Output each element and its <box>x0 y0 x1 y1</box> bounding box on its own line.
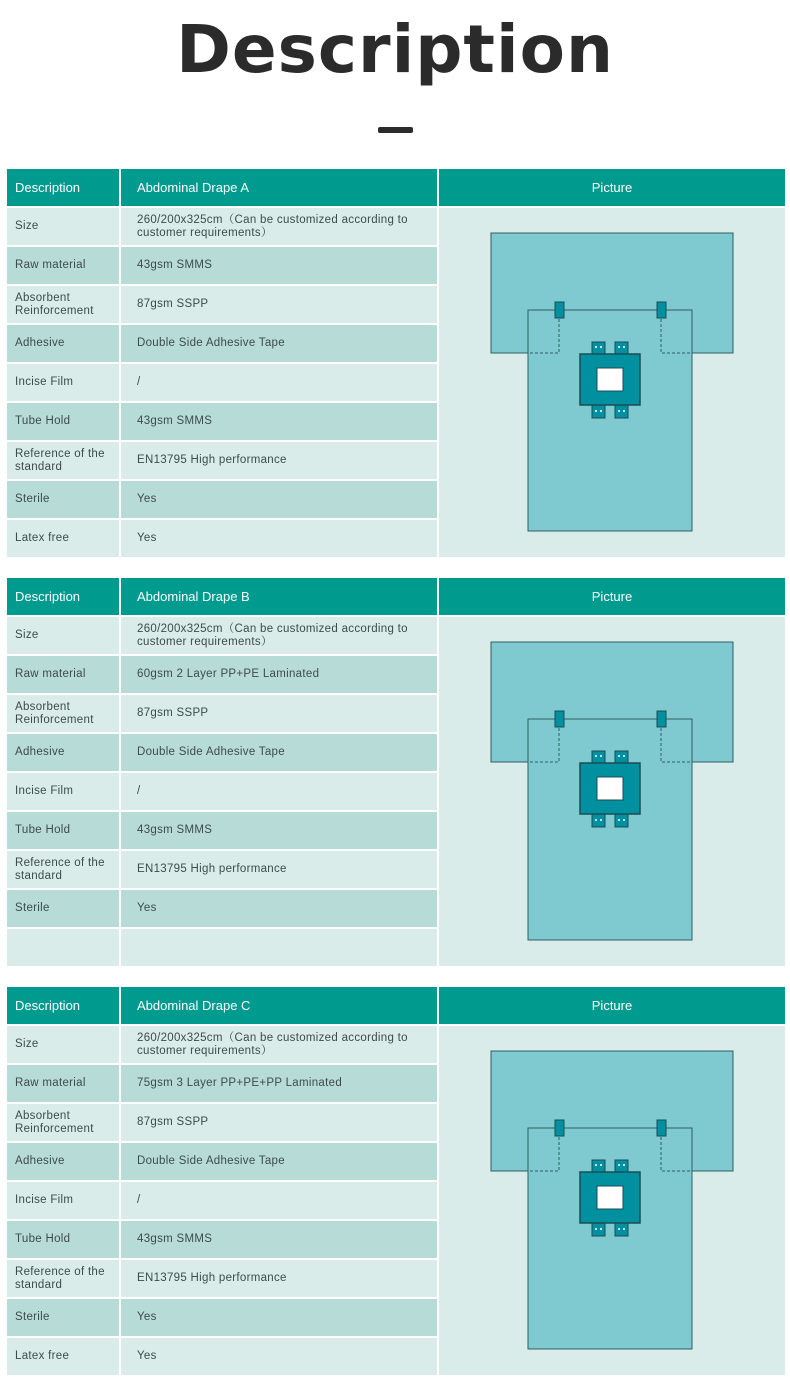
tape-tab <box>592 751 605 764</box>
header-picture: Picture <box>439 987 785 1024</box>
header-picture: Picture <box>439 578 785 615</box>
tube-holder-left <box>555 1120 564 1136</box>
row-value: Yes <box>121 890 437 927</box>
tab-dot <box>600 819 602 821</box>
row-value <box>121 929 437 966</box>
drape-body-panel <box>528 310 692 531</box>
spec-table <box>7 169 785 557</box>
tab-dot <box>595 346 597 348</box>
row-value: 43gsm SMMS <box>121 247 437 284</box>
row-value: 260/200x325cm（Can be customized according to customer requirements） <box>121 1026 437 1063</box>
tube-holder-right <box>657 302 666 318</box>
row-value: / <box>121 364 437 401</box>
row-value: 43gsm SMMS <box>121 812 437 849</box>
tab-dot <box>600 346 602 348</box>
spec-table <box>7 987 785 1375</box>
drape-illustration <box>439 208 785 558</box>
tube-holder-left <box>555 302 564 318</box>
row-value: 260/200x325cm（Can be customized according to customer requirements） <box>121 617 437 654</box>
row-label: Absorbent Reinforcement <box>7 1104 119 1141</box>
tab-dot <box>595 1164 597 1166</box>
row-label: Tube Hold <box>7 812 119 849</box>
tape-tab <box>592 342 605 355</box>
row-value: 43gsm SMMS <box>121 1221 437 1258</box>
tab-dot <box>600 1228 602 1230</box>
row-label: Reference of the standard <box>7 1260 119 1297</box>
tape-tab <box>592 814 605 827</box>
header-description: Description <box>7 987 119 1024</box>
fenestration-opening <box>597 777 623 800</box>
tab-dot <box>623 1228 625 1230</box>
row-label: Absorbent Reinforcement <box>7 286 119 323</box>
header-product-name: Abdominal Drape B <box>121 578 437 615</box>
row-value: Double Side Adhesive Tape <box>121 734 437 771</box>
tab-dot <box>618 1228 620 1230</box>
header-product-name: Abdominal Drape A <box>121 169 437 206</box>
row-label: Sterile <box>7 890 119 927</box>
row-label: Raw material <box>7 656 119 693</box>
tape-tab <box>615 1223 628 1236</box>
row-label: Tube Hold <box>7 1221 119 1258</box>
row-value: 260/200x325cm（Can be customized according to customer requirements） <box>121 208 437 245</box>
row-label: Reference of the standard <box>7 851 119 888</box>
row-label: Incise Film <box>7 773 119 810</box>
page-title: Description <box>176 11 614 88</box>
row-label: Raw material <box>7 247 119 284</box>
drape-illustration <box>439 1026 785 1376</box>
row-label: Adhesive <box>7 734 119 771</box>
tab-dot <box>623 755 625 757</box>
row-label: Size <box>7 208 119 245</box>
tab-dot <box>595 819 597 821</box>
row-label: Incise Film <box>7 364 119 401</box>
title-divider <box>378 127 413 133</box>
fenestration-opening <box>597 368 623 391</box>
row-label <box>7 929 119 966</box>
row-value: EN13795 High performance <box>121 442 437 479</box>
header-picture: Picture <box>439 169 785 206</box>
tab-dot <box>595 1228 597 1230</box>
row-value: Yes <box>121 481 437 518</box>
row-label: Adhesive <box>7 1143 119 1180</box>
tape-tab <box>615 342 628 355</box>
tab-dot <box>618 346 620 348</box>
tape-tab <box>615 405 628 418</box>
row-value: Yes <box>121 1338 437 1375</box>
row-label: Incise Film <box>7 1182 119 1219</box>
row-label: Reference of the standard <box>7 442 119 479</box>
header-description: Description <box>7 169 119 206</box>
tab-dot <box>600 1164 602 1166</box>
tab-dot <box>600 755 602 757</box>
row-value: / <box>121 1182 437 1219</box>
fenestration-opening <box>597 1186 623 1209</box>
row-value: 87gsm SSPP <box>121 1104 437 1141</box>
row-label: Raw material <box>7 1065 119 1102</box>
row-value: 87gsm SSPP <box>121 286 437 323</box>
tape-tab <box>592 1223 605 1236</box>
tab-dot <box>618 819 620 821</box>
tab-dot <box>618 1164 620 1166</box>
tape-tab <box>615 814 628 827</box>
tube-holder-left <box>555 711 564 727</box>
row-value: 60gsm 2 Layer PP+PE Laminated <box>121 656 437 693</box>
header-product-name: Abdominal Drape C <box>121 987 437 1024</box>
row-label: Sterile <box>7 1299 119 1336</box>
row-value: Double Side Adhesive Tape <box>121 1143 437 1180</box>
tube-holder-right <box>657 711 666 727</box>
row-value: Yes <box>121 520 437 557</box>
tab-dot <box>623 410 625 412</box>
picture-cell <box>439 208 785 557</box>
drape-body-panel <box>528 719 692 940</box>
row-label: Adhesive <box>7 325 119 362</box>
tape-tab <box>615 1160 628 1173</box>
row-label: Size <box>7 1026 119 1063</box>
row-value: Yes <box>121 1299 437 1336</box>
tab-dot <box>623 1164 625 1166</box>
row-value: 87gsm SSPP <box>121 695 437 732</box>
row-value: 43gsm SMMS <box>121 403 437 440</box>
row-value: Double Side Adhesive Tape <box>121 325 437 362</box>
row-label: Latex free <box>7 1338 119 1375</box>
tab-dot <box>595 755 597 757</box>
row-value: / <box>121 773 437 810</box>
tab-dot <box>600 410 602 412</box>
tab-dot <box>623 819 625 821</box>
row-value: EN13795 High performance <box>121 851 437 888</box>
row-value: EN13795 High performance <box>121 1260 437 1297</box>
row-label: Latex free <box>7 520 119 557</box>
tab-dot <box>618 410 620 412</box>
row-label: Sterile <box>7 481 119 518</box>
row-label: Tube Hold <box>7 403 119 440</box>
header-description: Description <box>7 578 119 615</box>
tab-dot <box>618 755 620 757</box>
tape-tab <box>615 751 628 764</box>
tape-tab <box>592 405 605 418</box>
tube-holder-right <box>657 1120 666 1136</box>
tape-tab <box>592 1160 605 1173</box>
drape-body-panel <box>528 1128 692 1349</box>
tab-dot <box>623 346 625 348</box>
picture-cell <box>439 617 785 966</box>
spec-table <box>7 578 785 966</box>
drape-illustration <box>439 617 785 967</box>
row-value: 75gsm 3 Layer PP+PE+PP Laminated <box>121 1065 437 1102</box>
row-label: Absorbent Reinforcement <box>7 695 119 732</box>
picture-cell <box>439 1026 785 1375</box>
tab-dot <box>595 410 597 412</box>
row-label: Size <box>7 617 119 654</box>
